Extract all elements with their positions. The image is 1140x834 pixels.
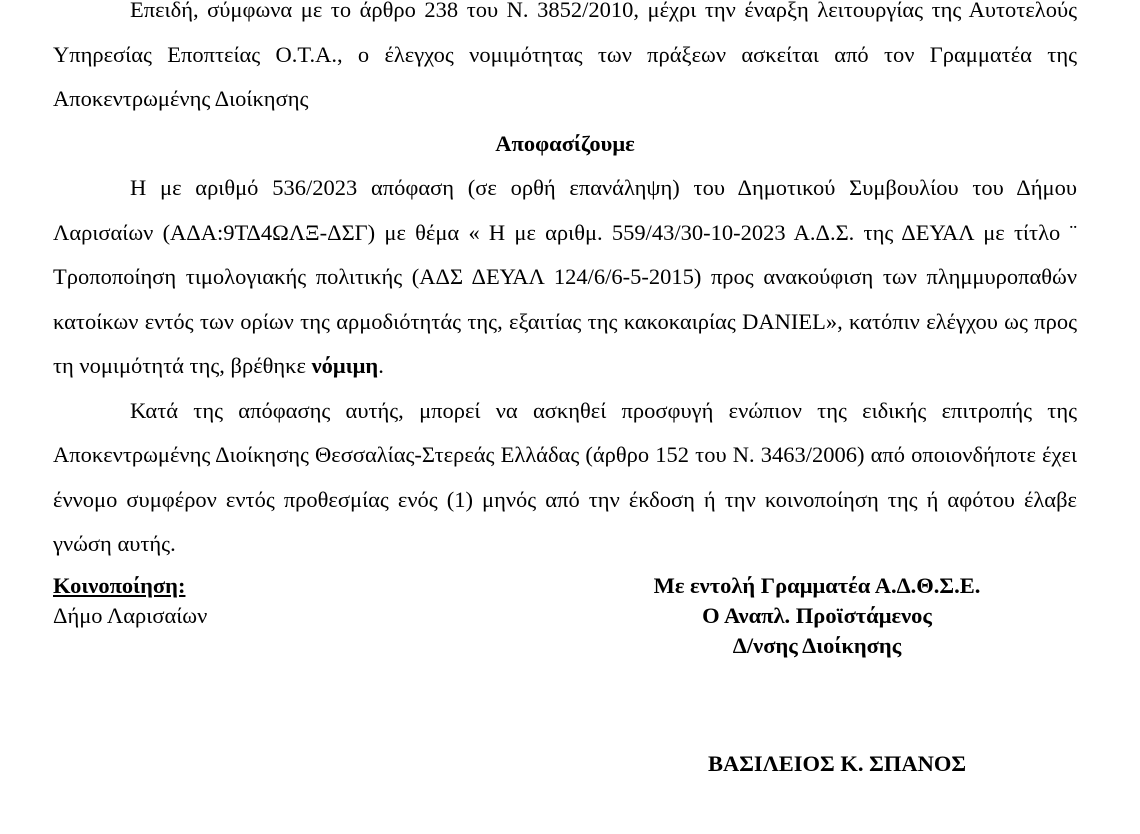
signature-line-1: Με εντολή Γραμματέα Α.Δ.Θ.Σ.Ε. — [653, 573, 981, 598]
notification-block — [53, 571, 207, 631]
paragraph-decision-end: . — [378, 353, 384, 378]
paragraph-appeal-text: Κατά της απόφασης αυτής, μπορεί να ασκηθεί προσφυγή ενώπιον της ειδικής επιτροπής της Αποκεντρωμένης Διοίκησης Θεσσαλίας-Στερεάς Ελλάδας (άρθρο 152 του Ν. 3463/2006) από οποιονδήποτε έχει έννομο συμφέρον εντός προθεσμίας ενός (1) μηνός από την έκδοση ή την κοινοποίηση της ή αφότου έλαβε γνώση αυτής. — [53, 397, 1077, 556]
signer-name: ΒΑΣΙΛΕΙΟΣ Κ. ΣΠΑΝΟΣ — [707, 751, 967, 776]
notification-recipient: Δήμο Λαρισαίων — [53, 603, 208, 628]
decision-heading: Αποφασίζουμε — [495, 130, 635, 156]
signature-line-3: Δ/νσης Διοίκησης — [732, 633, 902, 658]
paragraph-considering-text: Επειδή, σύμφωνα με το άρθρο 238 του Ν. 3852/2010, μέχρι την έναρξη λειτουργίας της Αυτοτελούς Υπηρεσίας Εποπτείας Ο.Τ.Α., ο έλεγχος νομιμότητας των πράξεων ασκείται από τον Γραμματέα της Αποκεντρωμένης Διοίκησης — [53, 0, 1077, 111]
paragraph-decision — [53, 166, 1077, 389]
verdict-lawful: νόμιμη — [311, 353, 379, 378]
paragraph-decision-text: Η με αριθμό 536/2023 απόφαση (σε ορθή επανάληψη) του Δημοτικού Συμβουλίου του Δήμου Λαρισαίων (ΑΔΑ:9ΤΔ4ΩΛΞ-ΔΣΓ) με θέμα « Η με αριθμ. 559/43/30-10-2023 Α.Δ.Σ. της ΔΕΥΑΛ με τίτλο ¨ Τροποποίηση τιμολογιακής πολιτικής (ΑΔΣ ΔΕΥΑΛ 124/6/6-5-2015) προς ανακούφιση των πλημμυροπαθών κατοίκων εντός των ορίων της αρμοδιότητάς της, εξαιτίας της κακοκαιρίας DANIEL», κατόπιν ελέγχου ως προς τη νομιμότητά της, βρέθηκε — [53, 175, 1077, 378]
signature-line-2: Ο Αναπλ. Προϊστάμενος — [702, 603, 932, 628]
signature-block — [600, 571, 1034, 661]
document-body — [53, 0, 1077, 567]
paragraph-considering — [53, 0, 1077, 122]
paragraph-appeal — [53, 389, 1077, 567]
notification-title: Κοινοποίηση: — [53, 573, 186, 598]
